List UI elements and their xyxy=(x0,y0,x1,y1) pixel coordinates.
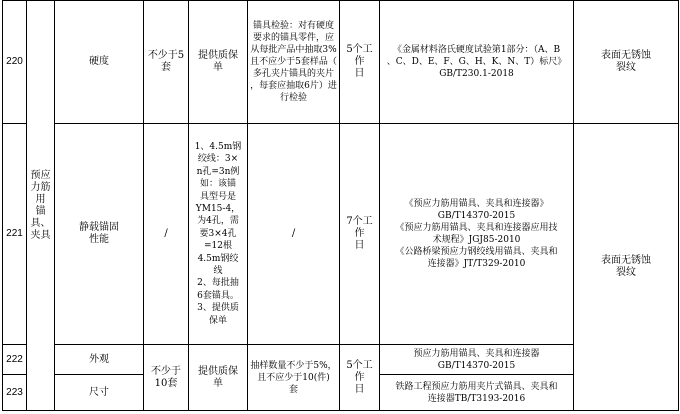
standard-cell xyxy=(380,375,574,411)
text-line: 不少于5 xyxy=(147,50,185,61)
text-line: 7个工作 xyxy=(346,216,373,239)
text-line: 铁路工程预应力筋用夹片式锚具、夹具和 xyxy=(395,381,558,392)
text-line: 提供质保 xyxy=(198,365,238,377)
group-name-line: 预应 xyxy=(30,169,51,181)
period-cell xyxy=(340,1,380,124)
sampling-cell xyxy=(189,345,248,411)
text-line: 套 xyxy=(288,384,298,395)
text-line: 套 xyxy=(161,62,171,73)
test-items-table xyxy=(2,0,679,411)
text-line: =12根 xyxy=(204,241,232,252)
text-line: 从每批产品中抽取3% xyxy=(250,45,337,55)
text-line: 《预应力筋用锚具、夹具和连接器》 xyxy=(404,199,549,209)
remark-cell xyxy=(574,124,679,411)
text-line: 抽样数量不少于5%， xyxy=(250,360,337,371)
text-line: 具型号是 xyxy=(199,191,236,202)
text-line: 表面无锈蚀 xyxy=(601,255,651,266)
text-line: GB/T14370-2015 xyxy=(437,360,516,371)
text-line: 性能 xyxy=(89,234,109,245)
method-cell: / xyxy=(248,124,340,345)
text-line: YM15-4， xyxy=(195,203,241,214)
text-line: 3、提供质 xyxy=(197,303,239,314)
text-line: 10套 xyxy=(154,377,178,389)
text-line: 连接器》JT/T329-2010 xyxy=(427,259,526,269)
row-number: 220 xyxy=(3,1,27,124)
text-line: 1、4.5m钢 xyxy=(194,141,242,152)
text-line: ，每套应抽取6片）进 xyxy=(250,81,337,91)
standard-cell xyxy=(380,1,574,124)
text-line: 日 xyxy=(354,68,365,79)
text-line: 单 xyxy=(213,62,223,73)
text-line: 多孔夹片锚具的夹片 xyxy=(252,69,334,79)
text-line: 且不应少于10(件) xyxy=(257,372,330,383)
item-name: 外观 xyxy=(55,345,144,375)
period-cell xyxy=(340,345,380,411)
item-name: 尺寸 xyxy=(55,375,144,411)
item-name: 硬度 xyxy=(55,1,144,124)
text-line: 要3×4孔 xyxy=(199,228,237,239)
text-line: 《预应力筋用锚具、夹具和连接器应用技 xyxy=(395,223,558,233)
text-line: 、C、D、E、F、G、H、K、N、T）标尺》 xyxy=(386,57,567,67)
standard-cell xyxy=(380,345,574,375)
text-line: 如：该锚 xyxy=(199,179,236,190)
quantity-cell xyxy=(144,345,189,411)
text-line: 连接器TB/T3193-2016 xyxy=(427,393,526,404)
text-line: 预应力筋用锚具、夹具和连接器 xyxy=(413,348,540,359)
method-cell xyxy=(248,345,340,411)
text-line: 行检验 xyxy=(279,93,307,103)
text-line: 6套锚具。 xyxy=(197,290,239,301)
text-line: GB/T14370-2015 xyxy=(437,211,516,221)
sampling-cell xyxy=(189,124,248,345)
text-line: 提供质保 xyxy=(198,50,238,61)
sampling-cell xyxy=(189,1,248,124)
text-line: 日 xyxy=(354,240,365,251)
row-number: 222 xyxy=(3,345,27,375)
standard-cell xyxy=(380,124,574,345)
group-name-line: 夹具 xyxy=(30,229,51,241)
row-number: 223 xyxy=(3,375,27,411)
text-line: 日 xyxy=(354,383,365,395)
period-cell xyxy=(340,124,380,345)
method-cell xyxy=(248,1,340,124)
group-name-line: 锚具、 xyxy=(30,205,51,229)
text-line: 裂纹 xyxy=(616,62,636,73)
remark-cell xyxy=(574,1,679,124)
text-line: 《公路桥梁预应力钢绞线用锚具、夹具和 xyxy=(395,247,558,257)
text-line: 5个工作 xyxy=(346,359,373,383)
group-name-cell xyxy=(27,1,55,411)
text-line: 绞线：3× xyxy=(197,154,239,165)
group-name-line: 力筋用 xyxy=(30,181,51,205)
text-line: 锚具检验：对有硬度 xyxy=(252,21,334,31)
text-line: 且不应少于5套样品（ xyxy=(250,57,337,67)
item-name xyxy=(55,124,144,345)
text-line: 为4孔，需 xyxy=(197,216,239,227)
text-line: 2、每批抽 xyxy=(197,278,239,289)
text-line: 线 xyxy=(213,266,223,277)
text-line: 5个工作 xyxy=(346,44,373,67)
quantity-cell xyxy=(144,1,189,124)
text-line: 静载锚固 xyxy=(79,222,119,233)
text-line: 表面无锈蚀 xyxy=(601,50,651,61)
text-line: GB/T230.1-2018 xyxy=(439,69,514,79)
table-row xyxy=(3,1,679,124)
text-line: n孔=3n例 xyxy=(196,166,240,177)
text-line: 不少于 xyxy=(151,365,181,377)
text-line: 裂纹 xyxy=(616,267,636,278)
text-line: 4.5m钢绞 xyxy=(197,253,239,264)
text-line: 保单 xyxy=(208,315,227,326)
text-line: 术规程》JGJ85-2010 xyxy=(432,235,521,245)
row-number: 221 xyxy=(3,124,27,345)
table-row xyxy=(3,124,679,345)
text-line: 《金属材料洛氏硬度试验第1部分：（A、B xyxy=(392,45,561,55)
text-line: 要求的锚具零件，应 xyxy=(252,33,334,43)
text-line: 单 xyxy=(213,377,223,389)
quantity-cell: / xyxy=(144,124,189,345)
